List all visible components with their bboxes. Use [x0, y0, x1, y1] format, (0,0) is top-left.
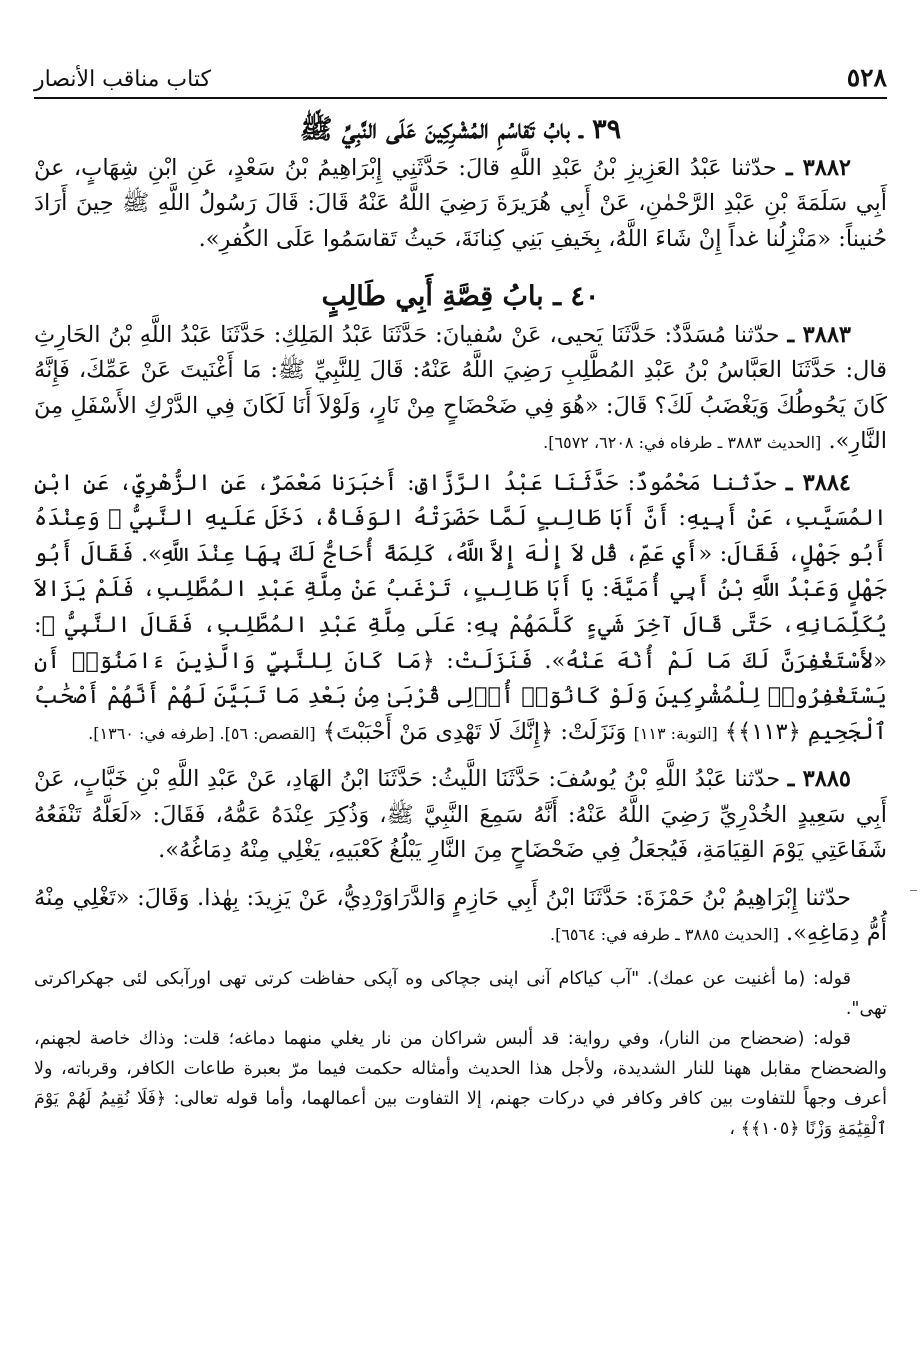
chapter-heading-39: ٣٩ ـ بابُ تَقاسُمِ المُشْرِكِينَ عَلَى النَّبِيِّ ﷺ	[299, 114, 622, 145]
commentary-paragraph: قوله: (ضحضاح من النار)، وفي رواية: قد ألبس شراكان من نار يغلي منهما دماغه؛ قلت: وذاك خاصة لجهنم، والضحضاح مقابل ههنا للنار الشديدة، ولأجل هذا الحديث وأمثاله حكمت فيما مرّ بعبرة طاعات الكافر، وقرباته، ولا أعرف وجهاً للتفاوت بين كافر وكافر في دركات جهنم، إلا التفاوت بين أعمالهما، وأما قوله تعالى: ﴿فَلَا نُقِيمُ لَهُمْ يَوْمَ ٱلْقِيَٰمَةِ وَزْنًا ﴿١٠٥﴾﴾ ،	[34, 1029, 887, 1140]
hadith-number: ٣٨٨٢ ـ	[786, 154, 851, 181]
hadith-text-continued: وَنَزَلَتْ: ﴿إِنَّكَ لَا تَهْدِى مَنْ أَحْبَبْتَ﴾	[322, 718, 627, 745]
hadith-3885-chain	[34, 881, 887, 952]
book-title: كتاب مناقب الأنصار	[34, 67, 211, 92]
hadith-text: حدّثنا عَبْدُ اللَّهِ بْنُ يُوسُفَ: حَدَّثَنَا اللَّيثُ: حَدَّثَنَا ابْنُ الهَادِ، عَنْ عَبْدِ اللَّهِ بْنِ خَبَّابٍ، عَنْ أَبِي سَعِيدٍ الخُدْرِيِّ رَضِيَ اللَّهُ عَنْهُ: أَنَّهُ سَمِعَ النَّبِيَّ ﷺ، وَذُكِرَ عِنْدَهُ عَمُّهُ، فَقَالَ: «لَعَلَّهُ تَنْفَعُهُ شَفَاعَتِي يَوْمَ القِيَامَةِ، فَيُجعَلُ فِي ضَحْضَاحٍ مِنَ النَّارِ يَبْلُغُ كَعْبَيهِ، يَغْلِي مِنْهُ دِمَاغُهُ».	[34, 766, 887, 864]
hadith-reference: [القصص: ٥٦]. [طرفه في: ١٣٦٠].	[88, 723, 316, 743]
page-header	[34, 58, 887, 92]
page-edge-mark	[910, 890, 917, 891]
hadith-number: ٣٨٨٤ ـ	[785, 469, 851, 496]
spacer	[34, 952, 887, 964]
hadith-reference: [الحديث ٣٨٨٣ ـ طرفاه في: ٦٢٠٨، ٦٥٧٢].	[543, 433, 822, 453]
commentary-paragraph: قوله: (ما أغنيت عن عمك). "آب كياكام آنى اپنى جچاكى وه آپكى حفاظت كرتى تهى اورآبكى لئى جهكراكرتى تهى".	[34, 968, 887, 1020]
hadith-3884	[34, 466, 887, 750]
page-number: ٥٢٨	[846, 63, 887, 92]
spacer	[34, 750, 887, 762]
hadith-text: حدّثنا إِبْرَاهِيمُ بْنُ حَمْزَةَ: حَدَّثَنَا ابْنُ أَبِي حَازِمٍ وَالدَّرَاوَرْدِيُّ، عَنْ يَزِيدَ: بِهٰذا. وَقَالَ: «تَغْلِي مِنْهُ أُمُّ دِمَاغِهِ».	[34, 884, 887, 947]
hadith-text: حدّثنا مَحْمُودٌ: حَدَّثَنَا عَبْدُ الرَّزَّاقِ: أَخبَرَنا مَعْمَرٌ، عَنِ الزُّهْرِيِّ، عَنِ ابْنِ المُسَيَّبِ، عَنْ أَبِيهِ: أَنَّ أَبَا طَالِبٍ لَمَّا حَضَرَتْهُ الوَفَاةُ، دَخَلَ عَلَيهِ النَّبِيُّ ﷺ وَعِنْدَهُ أَبُو جَهْلٍ، فَقَالَ: «أَي عَمِّ، قُل لاَ إِلٰهَ إِلاَّ اللَّهُ، كَلِمَةً أُحَاجُّ لَكَ بِهَا عِنْدَ اللَّهِ». فَقَالَ أَبُو جَهْلٍ وَعَبْدُ اللَّهِ بْنُ أَبِي أُمَيَّةَ: يَا أَبَا طَالِبٍ، تَرْغَبُ عَنْ مِلَّةِ عَبْدِ المُطَّلِبِ، فَلَمْ يَزَالاَ يُكَلِّمَانِهِ، حَتَّى قَالَ آخِرَ شَيءٍ كَلَّمَهُمْ بِهِ: عَلَى مِلَّةِ عَبْدِ المُطَّلِبِ، فَقَالَ النَّبِيُّ ﷺ: «لأَسْتَغْفِرَنَّ لَكَ مَا لَمْ أُنْهَ عَنْهُ». فَنَزَلَتْ: ﴿مَا كَانَ لِلنَّبِيِّ وَالَّذِينَ ءَامَنُوٓا۟ أَن يَسْتَغْفِرُوا۟ لِلْمُشْرِكِينَ وَلَوْ كَانُوٓا۟ أُو۟لِى قُرْبَىٰ مِنۢ بَعْدِ مَا تَبَيَّنَ لَهُمْ أَنَّهُمْ أَصْحَٰبُ ٱلْجَحِيمِ ﴿١١٣﴾﴾	[34, 469, 887, 745]
page-content	[34, 110, 887, 1358]
chapter-heading-40: ٤٠ ـ بابُ قِصَّةِ أَبِي طَالِبٍ	[321, 281, 600, 313]
hadith-text: حدّثنا عَبْدُ العَزِيزِ بْنُ عَبْدِ اللَّهِ قالَ: حَدَّثَنِي إِبْرَاهِيمُ بْنُ سَعْدٍ، عَنِ ابْنِ شِهَابٍ، عنْ أَبِي سَلَمَةَ بْنِ عَبْدِ الرَّحْمٰنِ، عَنْ أَبِي هُرَيرَةَ رَضِيَ اللَّهُ عَنْهُ قَالَ: قَالَ رَسُولُ اللَّهِ ﷺ حِينَ أَرَادَ حُنيناً: «مَنْزِلُنا غداً إِنْ شَاءَ اللَّهُ، بِخَيفِ بَنِي كِنانَةَ، حَيثُ تَقاسَمُوا عَلَى الكُفرِ».	[34, 154, 887, 252]
hadith-3882	[34, 151, 887, 258]
quran-reference: [التوبة: ١١٣]	[633, 723, 718, 743]
header-rule	[34, 97, 887, 99]
hadith-reference: [الحديث ٣٨٨٥ ـ طرفه في: ٦٥٦٤].	[550, 925, 779, 945]
hadith-3885	[34, 762, 887, 869]
spacer	[34, 869, 887, 881]
hadith-number: ٣٨٨٣ ـ	[787, 321, 852, 348]
hadith-3883	[34, 318, 887, 460]
spacer	[34, 257, 887, 277]
hadith-number: ٣٨٨٥ ـ	[787, 766, 851, 793]
hadith-text: حدّثنا مُسَدَّدٌ: حَدَّثَنَا يَحيى، عَنْ سُفيانَ: حَدَّثَنَا عَبْدُ المَلِكِ: حَدَّثَنَا عَبْدُ اللَّهِ بْنُ الحَارِثِ قال: حَدَّثَنَا العَبَّاسُ بْنُ عَبْدِ المُطَّلِبِ رَضِيَ اللَّهُ عَنْهُ: قَالَ لِلنَّبِيِّ ﷺ: مَا أَغْنَيتَ عَنْ عَمِّكَ، فَإِنَّهُ كَانَ يَحُوطُكَ وَيَغْضَبُ لَكَ؟ قَالَ: «هُوَ فِي ضَحْضَاحٍ مِنْ نَارٍ، وَلَوْلاَ أَنَا لَكَانَ فِي الدَّرْكِ الأَسْفَلِ مِنَ النَّارِ».	[34, 321, 887, 455]
